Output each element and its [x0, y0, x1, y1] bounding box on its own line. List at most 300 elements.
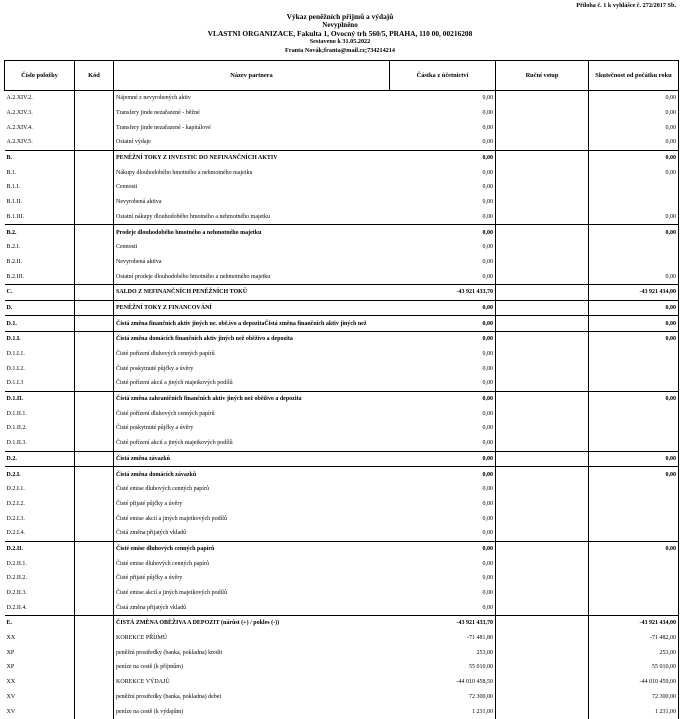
row-manual-input[interactable] [496, 421, 589, 436]
column-header-code: Kód [75, 61, 114, 91]
row-manual-input[interactable] [496, 616, 589, 631]
row-name: Čisté emise akcií a jiných majetkových podílů [114, 586, 390, 601]
row-item-number: B.2.III. [6, 273, 24, 280]
row-code [75, 240, 114, 255]
row-actual-ytd: 0,00 [589, 165, 679, 180]
row-code [75, 421, 114, 436]
column-header-manual-input: Ruční vstup [496, 61, 589, 91]
row-code [75, 361, 114, 376]
row-item-number: D.2.II.2. [6, 575, 27, 582]
table-row [5, 586, 679, 601]
table-row [5, 704, 679, 719]
row-manual-input[interactable] [496, 406, 589, 421]
row-manual-input[interactable] [496, 255, 589, 270]
row-name: Cennosti [114, 180, 390, 195]
row-accounting-amount: 0,00 [390, 300, 496, 316]
row-manual-input[interactable] [496, 556, 589, 571]
table-row [5, 376, 679, 391]
row-manual-input[interactable] [496, 541, 589, 556]
row-item-number: B.2.I. [6, 244, 20, 251]
row-manual-input[interactable] [496, 120, 589, 135]
row-accounting-amount: 0,00 [390, 135, 496, 150]
row-manual-input[interactable] [496, 391, 589, 406]
table-row [5, 482, 679, 497]
row-actual-ytd: 0,00 [589, 120, 679, 135]
table-row [5, 332, 679, 347]
row-code [75, 180, 114, 195]
row-accounting-amount: 0,00 [390, 600, 496, 615]
row-name: Čistá změna finančních aktiv jiných ne. obě.ivo a depozitaČistá změna finančních aktiv jiných než [114, 316, 390, 332]
row-manual-input[interactable] [496, 347, 589, 362]
table-row [5, 135, 679, 150]
row-actual-ytd: 253,00 [589, 645, 679, 660]
report-header [0, 13, 680, 55]
row-item-number: D.2.II.1. [6, 560, 27, 567]
row-code [75, 482, 114, 497]
row-code [75, 376, 114, 391]
row-accounting-amount: 0,00 [390, 165, 496, 180]
row-item-number: D.2.II. [5, 541, 75, 556]
row-accounting-amount: 0,00 [390, 541, 496, 556]
row-actual-ytd [589, 255, 679, 270]
table-row [5, 225, 679, 240]
row-accounting-amount: 0,00 [390, 120, 496, 135]
row-accounting-amount: 0,00 [390, 556, 496, 571]
row-actual-ytd: -44 010 459,00 [589, 675, 679, 690]
row-code [75, 497, 114, 512]
row-manual-input[interactable] [496, 600, 589, 615]
table-row [5, 150, 679, 165]
row-actual-ytd: 0,00 [589, 210, 679, 225]
row-code [75, 195, 114, 210]
row-name: Cennosti [114, 240, 390, 255]
row-item-number: D.2. [5, 451, 75, 467]
row-accounting-amount: 0,00 [390, 210, 496, 225]
row-manual-input[interactable] [496, 91, 589, 106]
row-manual-input[interactable] [496, 497, 589, 512]
row-actual-ytd [589, 497, 679, 512]
table-row [5, 616, 679, 631]
row-code [75, 91, 114, 106]
row-item-number: D. [5, 300, 75, 316]
row-accounting-amount: 0,00 [390, 482, 496, 497]
row-name: Nevyrobená aktiva [114, 195, 390, 210]
row-code [75, 467, 114, 482]
row-code [75, 255, 114, 270]
row-name: Čistá změna domácích závazků [114, 467, 390, 482]
row-accounting-amount: 0,00 [390, 421, 496, 436]
row-manual-input[interactable] [496, 467, 589, 482]
row-name: Ostatní prodeje dlouhodobého hmotného a nehmotného majetku [114, 269, 390, 284]
row-code [75, 150, 114, 165]
row-manual-input[interactable] [496, 376, 589, 391]
row-item-number: B.1.II. [6, 199, 22, 206]
row-item-number: D.2.II.3. [6, 590, 27, 597]
row-accounting-amount: 0,00 [390, 150, 496, 165]
column-header-partner-name: Název partnera [114, 61, 390, 91]
table-row [5, 541, 679, 556]
row-actual-ytd [589, 347, 679, 362]
row-item-number: D.1. [5, 316, 75, 332]
row-manual-input[interactable] [496, 332, 589, 347]
row-item-number: XV [6, 693, 16, 700]
row-code [75, 284, 114, 300]
row-actual-ytd [589, 526, 679, 541]
row-actual-ytd: 0,00 [589, 150, 679, 165]
row-manual-input[interactable] [496, 511, 589, 526]
table-row [5, 91, 679, 106]
table-row [5, 690, 679, 705]
row-actual-ytd: -43 921 434,00 [589, 284, 679, 300]
row-accounting-amount: 0,00 [390, 240, 496, 255]
row-accounting-amount: 0,00 [390, 347, 496, 362]
contact-line: Franta Novák;franta@mail.cz;734214214 [285, 46, 395, 54]
row-accounting-amount: 0,00 [390, 316, 496, 332]
row-name: Čisté pořízení akcií a jiných majetkových podílů [114, 376, 390, 391]
row-item-number: XX [6, 635, 16, 642]
row-item-number: XP [6, 649, 15, 656]
row-code [75, 135, 114, 150]
table-row [5, 180, 679, 195]
row-item-number: B.2. [5, 225, 75, 240]
row-actual-ytd [589, 406, 679, 421]
row-actual-ytd: 55 010,00 [589, 660, 679, 675]
row-name: Čisté poskytnuté půjčky a úvěry [114, 421, 390, 436]
row-name: peníze na cestě (k výdajům) [114, 704, 390, 719]
row-item-number: D.1.I.1. [6, 351, 25, 358]
table-row [5, 347, 679, 362]
appendix-label: Příloha č. 1 k vyhlášce č. 272/2017 Sb. [576, 2, 676, 9]
row-manual-input[interactable] [496, 300, 589, 316]
row-name: Transfery jinde nezařazené - běžné [114, 106, 390, 121]
table-row [5, 120, 679, 135]
row-actual-ytd: 0,00 [589, 391, 679, 406]
row-code [75, 571, 114, 586]
row-name: Čistá změna přijatých vkladů [114, 600, 390, 615]
row-actual-ytd: 0,00 [589, 316, 679, 332]
row-actual-ytd: 0,00 [589, 106, 679, 121]
row-actual-ytd [589, 586, 679, 601]
row-name: KOREKCE PŘÍJMŮ [114, 631, 390, 646]
organization-line: VLASTNI ORGANIZACE, Fakulta 1, Ovocný trh 560/5, PRAHA, 110 00, 00216208 [207, 28, 473, 38]
row-actual-ytd: 0,00 [589, 451, 679, 467]
table-row [5, 406, 679, 421]
row-manual-input[interactable] [496, 135, 589, 150]
row-name: Nevyrobená aktiva [114, 255, 390, 270]
row-item-number: E. [5, 616, 75, 631]
row-item-number: B.1.III. [6, 213, 24, 220]
row-item-number: D.1.I. [5, 332, 75, 347]
table-row [5, 556, 679, 571]
row-actual-ytd [589, 436, 679, 451]
row-code [75, 347, 114, 362]
row-name: Čisté emise dluhových cenných papírů [114, 541, 390, 556]
row-code [75, 165, 114, 180]
table-row [5, 106, 679, 121]
table-row [5, 631, 679, 646]
row-actual-ytd: 1 231,00 [589, 704, 679, 719]
row-name: Čisté emise akcií a jiných majetkových podílů [114, 511, 390, 526]
row-name: Čisté emise dluhových cenných papírů [114, 482, 390, 497]
row-code [75, 225, 114, 240]
row-item-number: D.2.I.4. [6, 530, 25, 537]
row-item-number: D.1.II.2. [6, 425, 27, 432]
row-code [75, 436, 114, 451]
row-name: Nákupy dlouhodobého hmotného a nehmotného majetku [114, 165, 390, 180]
row-code [75, 269, 114, 284]
table-row [5, 391, 679, 406]
row-manual-input[interactable] [496, 210, 589, 225]
row-accounting-amount: 0,00 [390, 361, 496, 376]
row-accounting-amount: -43 921 433,70 [390, 616, 496, 631]
row-manual-input[interactable] [496, 436, 589, 451]
row-item-number: D.1.II.3. [6, 440, 27, 447]
row-name: PENĚŽNÍ TOKY Z INVESTIC DO NEFINANČNÍCH AKTIV [114, 150, 390, 165]
row-manual-input[interactable] [496, 195, 589, 210]
row-manual-input[interactable] [496, 451, 589, 467]
row-code [75, 600, 114, 615]
row-manual-input[interactable] [496, 526, 589, 541]
row-item-number: C. [5, 284, 75, 300]
row-accounting-amount: 0,00 [390, 376, 496, 391]
table-row [5, 269, 679, 284]
row-name: peníze na cestě (k příjmům) [114, 660, 390, 675]
table-row [5, 210, 679, 225]
row-accounting-amount: 0,00 [390, 106, 496, 121]
row-code [75, 300, 114, 316]
row-item-number: D.1.I.2. [6, 365, 25, 372]
row-name: Čistá změna zahraničních finančních aktiv jiných než oběživo a depozita [114, 391, 390, 406]
row-accounting-amount: 0,00 [390, 467, 496, 482]
row-name: Nájemné z nevyrobených aktiv [114, 91, 390, 106]
table-row [5, 675, 679, 690]
row-code [75, 660, 114, 675]
row-name: Čisté poskytnuté půjčky a úvěry [114, 361, 390, 376]
row-accounting-amount: 0,00 [390, 497, 496, 512]
row-name: KOREKCE VÝDAJŮ [114, 675, 390, 690]
row-code [75, 704, 114, 719]
row-code [75, 391, 114, 406]
row-accounting-amount: 0,00 [390, 180, 496, 195]
row-actual-ytd [589, 240, 679, 255]
row-manual-input[interactable] [496, 571, 589, 586]
table-row [5, 165, 679, 180]
row-accounting-amount: 0,00 [390, 526, 496, 541]
row-item-number: B.1. [6, 169, 17, 176]
row-item-number: B.1.I. [6, 184, 20, 191]
table-row [5, 421, 679, 436]
row-code [75, 586, 114, 601]
table-row [5, 645, 679, 660]
row-code [75, 675, 114, 690]
row-name: peněžní prostředky (banka, pokladna) debet [114, 690, 390, 705]
row-name: Prodeje dlouhodobého hmotného a nehmotného majetku [114, 225, 390, 240]
row-actual-ytd: 0,00 [589, 467, 679, 482]
table-row [5, 511, 679, 526]
row-name: Čisté pořízení dluhových cenných papírů [114, 347, 390, 362]
table-row [5, 526, 679, 541]
table-row [5, 467, 679, 482]
table-row [5, 361, 679, 376]
row-item-number: D.2.I. [5, 467, 75, 482]
table-header-row [5, 61, 679, 91]
row-actual-ytd: 0,00 [589, 541, 679, 556]
row-manual-input[interactable] [496, 361, 589, 376]
row-accounting-amount: 0,00 [390, 225, 496, 240]
row-code [75, 690, 114, 705]
row-accounting-amount: 55 010,00 [390, 660, 496, 675]
row-item-number: A.2.XIV.4. [6, 124, 33, 131]
row-name: Čisté emise dluhových cenných papírů [114, 556, 390, 571]
row-actual-ytd: 0,00 [589, 300, 679, 316]
row-item-number: B. [5, 150, 75, 165]
table-row [5, 497, 679, 512]
row-manual-input[interactable] [496, 106, 589, 121]
row-name: Čisté přijaté půjčky a úvěry [114, 571, 390, 586]
row-code [75, 631, 114, 646]
table-row [5, 195, 679, 210]
row-code [75, 406, 114, 421]
row-code [75, 511, 114, 526]
row-name: Transfery jinde nezařazené - kapitálové [114, 120, 390, 135]
row-manual-input[interactable] [496, 645, 589, 660]
row-accounting-amount: 0,00 [390, 195, 496, 210]
row-code [75, 451, 114, 467]
row-actual-ytd [589, 571, 679, 586]
row-accounting-amount: 0,00 [390, 91, 496, 106]
row-code [75, 120, 114, 135]
row-item-number: D.2.I.3. [6, 515, 25, 522]
row-name: Čistá změna domácích finančních aktiv jiných než oběživo a depozita [114, 332, 390, 347]
row-manual-input[interactable] [496, 704, 589, 719]
row-manual-input[interactable] [496, 284, 589, 300]
row-manual-input[interactable] [496, 150, 589, 165]
row-actual-ytd [589, 180, 679, 195]
column-header-accounting-amount: Částka z účetnictví [390, 61, 496, 91]
row-name: ČISTÁ ZMĚNA OBĚŽIVA A DEPOZIT (nárůst (+) / pokles (-)) [114, 616, 390, 631]
row-item-number: A.2.XIV.5. [6, 139, 33, 146]
row-actual-ytd: -43 921 434,00 [589, 616, 679, 631]
row-accounting-amount: 0,00 [390, 255, 496, 270]
table-row [5, 255, 679, 270]
row-manual-input[interactable] [496, 269, 589, 284]
row-name: Čistá změna přijatých vkladů [114, 526, 390, 541]
row-item-number: B.2.II. [6, 258, 22, 265]
row-name: Ostatní nákupy dlouhodobého hmotného a nehmotného majetku [114, 210, 390, 225]
row-actual-ytd [589, 421, 679, 436]
row-item-number: D.2.II.4. [6, 604, 27, 611]
row-item-number: D.2.I.1. [6, 486, 25, 493]
row-accounting-amount: 1 231,00 [390, 704, 496, 719]
row-item-number: D.1.I.3 [6, 380, 24, 387]
row-accounting-amount: 0,00 [390, 511, 496, 526]
row-manual-input[interactable] [496, 675, 589, 690]
row-accounting-amount: -71 481,80 [390, 631, 496, 646]
row-actual-ytd: 0,00 [589, 269, 679, 284]
row-actual-ytd [589, 195, 679, 210]
row-item-number: D.1.II.1. [6, 410, 27, 417]
row-accounting-amount: 0,00 [390, 451, 496, 467]
row-actual-ytd: 0,00 [589, 225, 679, 240]
table-row [5, 451, 679, 467]
row-actual-ytd: 72 300,00 [589, 690, 679, 705]
table-row [5, 240, 679, 255]
table-row [5, 600, 679, 615]
row-code [75, 526, 114, 541]
row-item-number: A.2.XIV.2. [6, 95, 33, 102]
column-header-item-number: Číslo položky [5, 61, 75, 91]
row-accounting-amount: -43 921 433,70 [390, 284, 496, 300]
row-item-number: D.1.II. [5, 391, 75, 406]
cashflow-table [4, 60, 679, 719]
row-name: Ostatní výdaje [114, 135, 390, 150]
row-actual-ytd [589, 600, 679, 615]
row-name: Čisté pořízení dluhových cenných papírů [114, 406, 390, 421]
row-actual-ytd: 0,00 [589, 332, 679, 347]
row-accounting-amount: 253,00 [390, 645, 496, 660]
row-item-number: XX [6, 679, 16, 686]
column-header-actual-ytd: Skutečnost od počátku roku [589, 61, 679, 91]
row-accounting-amount: 0,00 [390, 436, 496, 451]
row-name: SALDO Z NEFINANČNÍCH PENĚŽNÍCH TOKŮ [114, 284, 390, 300]
row-code [75, 616, 114, 631]
table-row [5, 316, 679, 332]
row-manual-input[interactable] [496, 690, 589, 705]
row-accounting-amount: 0,00 [390, 571, 496, 586]
row-accounting-amount: 72 300,00 [390, 690, 496, 705]
row-code [75, 645, 114, 660]
row-manual-input[interactable] [496, 165, 589, 180]
row-actual-ytd [589, 361, 679, 376]
row-actual-ytd [589, 482, 679, 497]
row-name: Čistá změna závazků [114, 451, 390, 467]
table-row [5, 284, 679, 300]
row-actual-ytd [589, 376, 679, 391]
row-accounting-amount: 0,00 [390, 406, 496, 421]
table-row [5, 571, 679, 586]
row-item-number: A.2.XIV.3. [6, 110, 33, 117]
row-manual-input[interactable] [496, 482, 589, 497]
row-code [75, 556, 114, 571]
row-item-number: XP [6, 664, 15, 671]
row-name: PENĚŽNÍ TOKY Z FINANCOVÁNÍ [114, 300, 390, 316]
row-manual-input[interactable] [496, 586, 589, 601]
row-actual-ytd [589, 556, 679, 571]
row-code [75, 332, 114, 347]
row-accounting-amount: 0,00 [390, 269, 496, 284]
table-row [5, 660, 679, 675]
row-code [75, 210, 114, 225]
row-manual-input[interactable] [496, 631, 589, 646]
row-manual-input[interactable] [496, 660, 589, 675]
row-item-number: XV [6, 708, 16, 715]
row-manual-input[interactable] [496, 225, 589, 240]
row-accounting-amount: 0,00 [390, 586, 496, 601]
row-code [75, 106, 114, 121]
row-code [75, 316, 114, 332]
report-subtitle: Nevyplněno [322, 21, 358, 30]
row-manual-input[interactable] [496, 180, 589, 195]
row-accounting-amount: 0,00 [390, 332, 496, 347]
row-manual-input[interactable] [496, 316, 589, 332]
table-row [5, 300, 679, 316]
row-name: Čisté přijaté půjčky a úvěry [114, 497, 390, 512]
row-accounting-amount: -44 010 458,50 [390, 675, 496, 690]
row-actual-ytd: -71 482,00 [589, 631, 679, 646]
row-item-number: D.2.I.2. [6, 500, 25, 507]
table-row [5, 436, 679, 451]
row-manual-input[interactable] [496, 240, 589, 255]
